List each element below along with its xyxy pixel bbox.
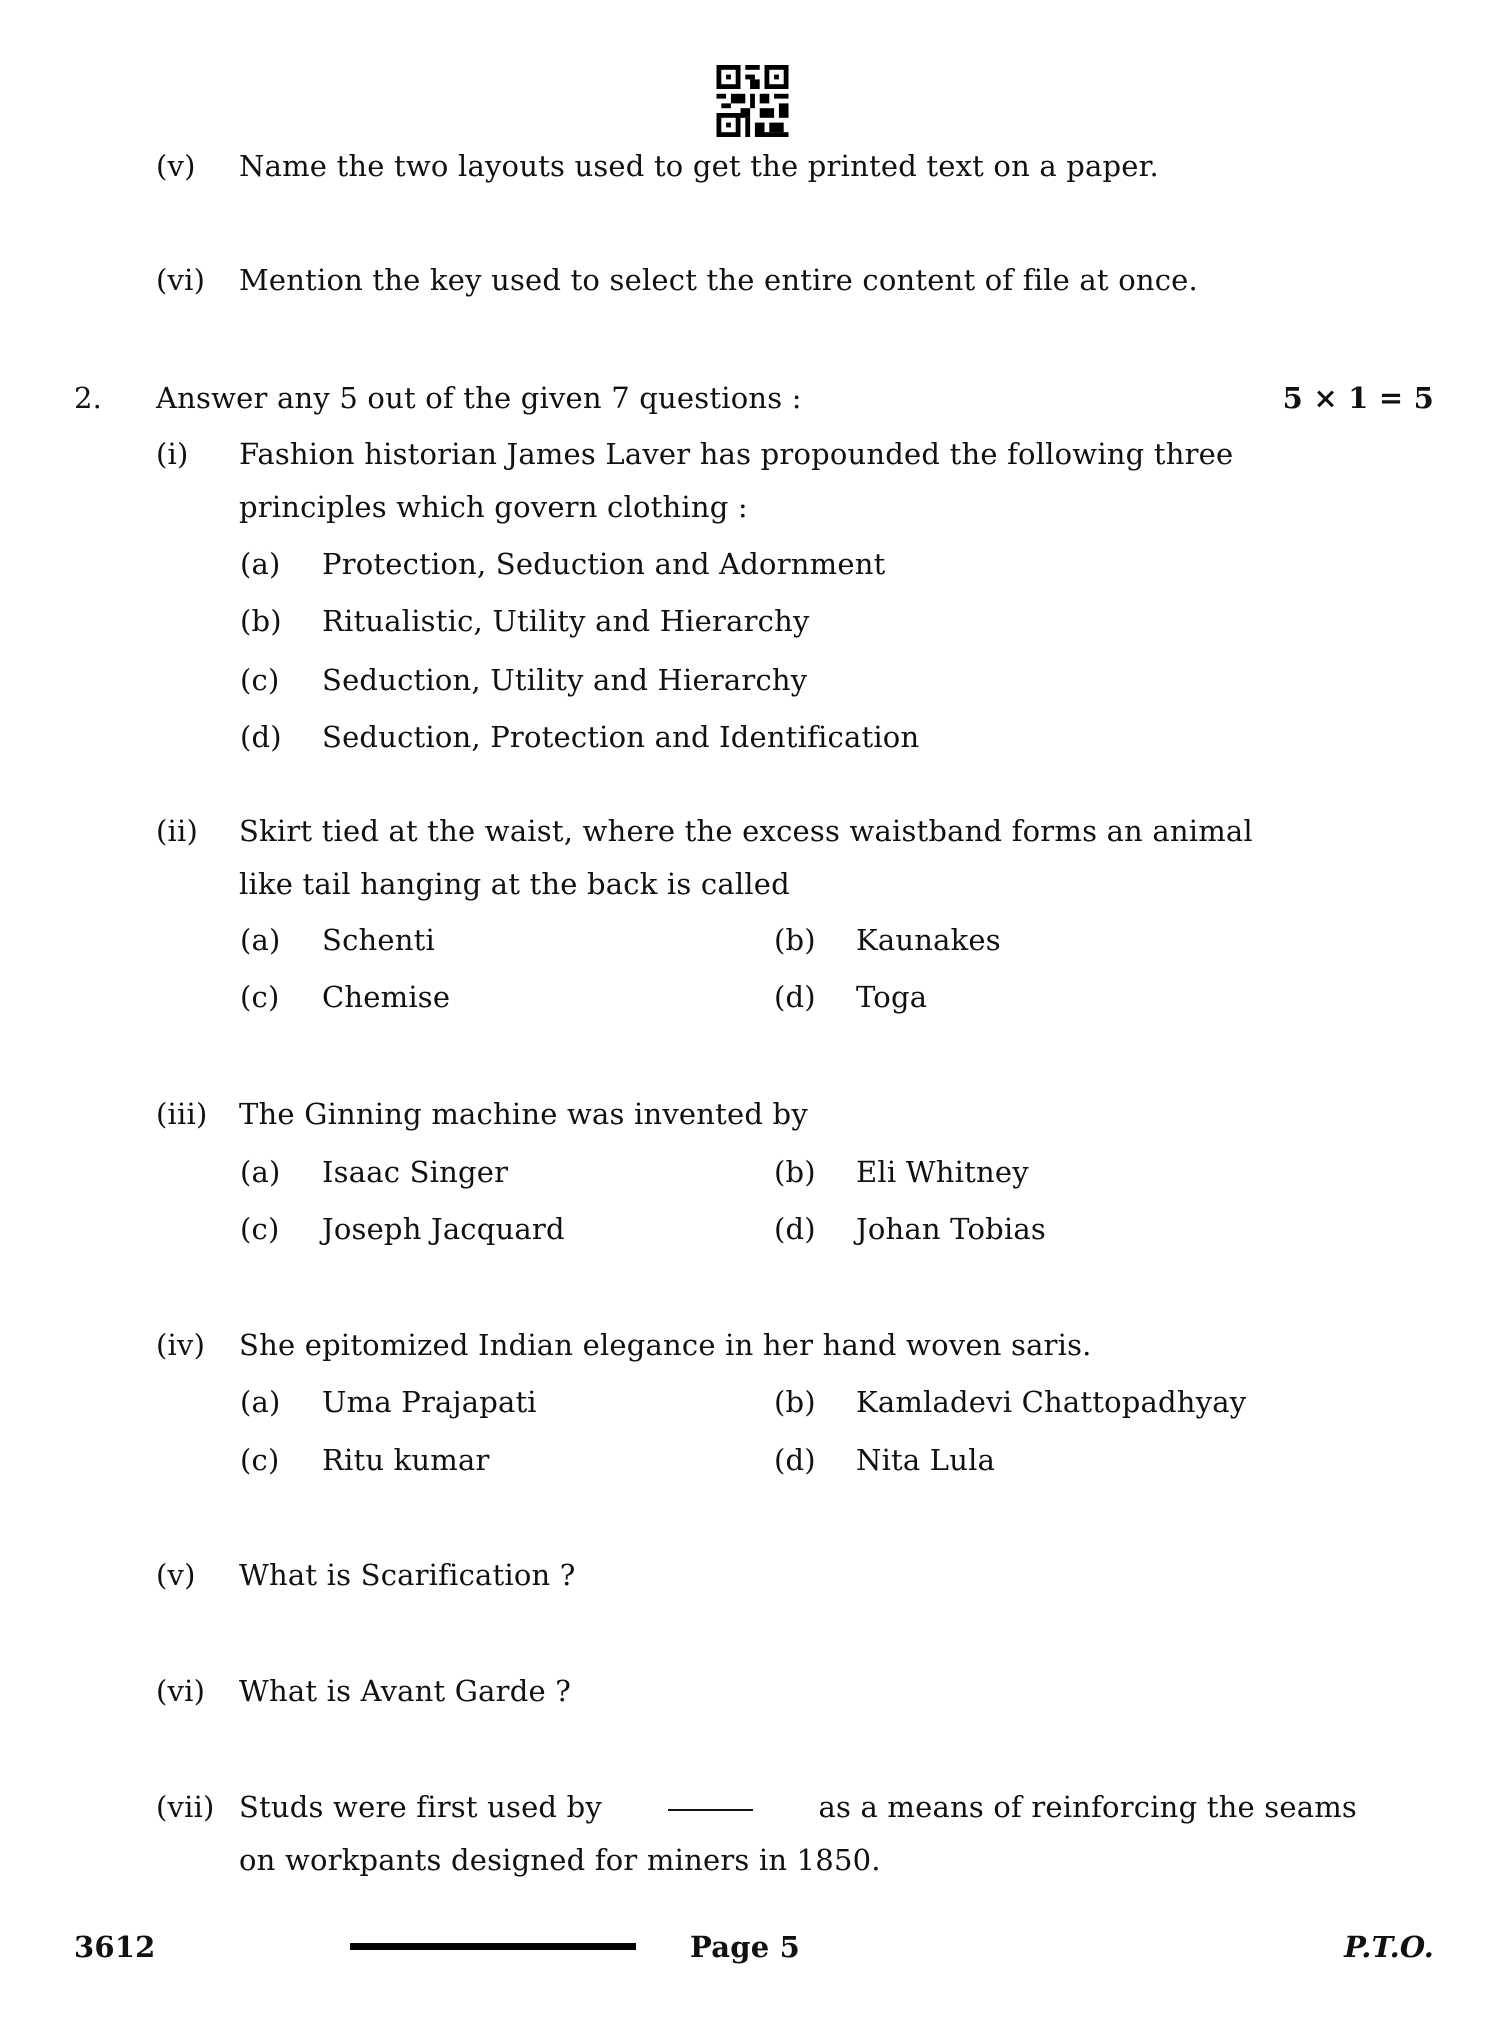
option-label: (b) — [774, 1155, 816, 1189]
question-text: Mention the key used to select the entire content of file at once. — [239, 263, 1198, 297]
option-text: Joseph Jacquard — [322, 1212, 565, 1246]
paper-code: 3612 — [74, 1930, 156, 1964]
option-text: Chemise — [322, 980, 451, 1014]
section-instruction: Answer any 5 out of the given 7 questions : — [156, 381, 802, 415]
question-text: Studs were first used by — [239, 1790, 602, 1824]
question-text: What is Avant Garde ? — [239, 1674, 572, 1708]
option-text: Ritualistic, Utility and Hierarchy — [322, 604, 810, 638]
question-text: She epitomized Indian elegance in her hand woven saris. — [239, 1328, 1092, 1362]
option-label: (d) — [240, 720, 282, 754]
option-label: (a) — [240, 1385, 281, 1419]
option-text: Kaunakes — [856, 923, 1001, 957]
question-number: (vi) — [156, 1674, 206, 1708]
option-text: Uma Prajapati — [322, 1385, 537, 1419]
option-text: Eli Whitney — [856, 1155, 1029, 1189]
option-text: Isaac Singer — [322, 1155, 509, 1189]
question-text-line — [239, 1787, 1357, 1827]
option-label: (a) — [240, 923, 281, 957]
option-label: (c) — [240, 980, 280, 1014]
option-label: (a) — [240, 1155, 281, 1189]
option-text: Seduction, Protection and Identification — [322, 720, 920, 754]
question-number: (ii) — [156, 814, 198, 848]
question-text: like tail hanging at the back is called — [239, 867, 790, 901]
option-text: Ritu kumar — [322, 1443, 490, 1477]
question-number: (v) — [156, 149, 196, 183]
section-marks: 5 × 1 = 5 — [1282, 381, 1434, 415]
option-label: (b) — [240, 604, 282, 638]
footer-rule — [350, 1943, 636, 1950]
option-label: (d) — [774, 1443, 816, 1477]
option-label: (d) — [774, 980, 816, 1014]
question-text: Name the two layouts used to get the printed text on a paper. — [239, 149, 1159, 183]
question-text: What is Scarification ? — [239, 1558, 576, 1592]
question-number: (vii) — [156, 1790, 215, 1824]
question-number: (v) — [156, 1558, 196, 1592]
please-turn-over: P.T.O. — [1344, 1930, 1434, 1964]
option-label: (c) — [240, 1212, 280, 1246]
fill-in-blank — [668, 1787, 753, 1811]
option-text: Nita Lula — [856, 1443, 996, 1477]
option-text: Kamladevi Chattopadhyay — [856, 1385, 1247, 1419]
qr-code-icon — [716, 65, 789, 137]
option-label: (c) — [240, 1443, 280, 1477]
option-text: Schenti — [322, 923, 435, 957]
option-label: (b) — [774, 923, 816, 957]
option-label: (d) — [774, 1212, 816, 1246]
question-text: The Ginning machine was invented by — [239, 1097, 808, 1131]
option-text: Toga — [856, 980, 928, 1014]
question-number: (vi) — [156, 263, 206, 297]
question-text: as a means of reinforcing the seams — [818, 1790, 1357, 1824]
question-text: Skirt tied at the waist, where the excess waistband forms an animal — [239, 814, 1253, 848]
question-number: (iii) — [156, 1097, 208, 1131]
question-number: (i) — [156, 437, 189, 471]
option-text: Protection, Seduction and Adornment — [322, 547, 886, 581]
option-text: Johan Tobias — [856, 1212, 1046, 1246]
option-label: (a) — [240, 547, 281, 581]
question-text: Fashion historian James Laver has propounded the following three — [239, 437, 1234, 471]
option-label: (b) — [774, 1385, 816, 1419]
option-text: Seduction, Utility and Hierarchy — [322, 663, 808, 697]
question-text: on workpants designed for miners in 1850. — [239, 1843, 881, 1877]
question-number: (iv) — [156, 1328, 206, 1362]
section-number: 2. — [74, 381, 103, 415]
option-label: (c) — [240, 663, 280, 697]
page-number: Page 5 — [690, 1930, 801, 1964]
question-text: principles which govern clothing : — [239, 490, 748, 524]
